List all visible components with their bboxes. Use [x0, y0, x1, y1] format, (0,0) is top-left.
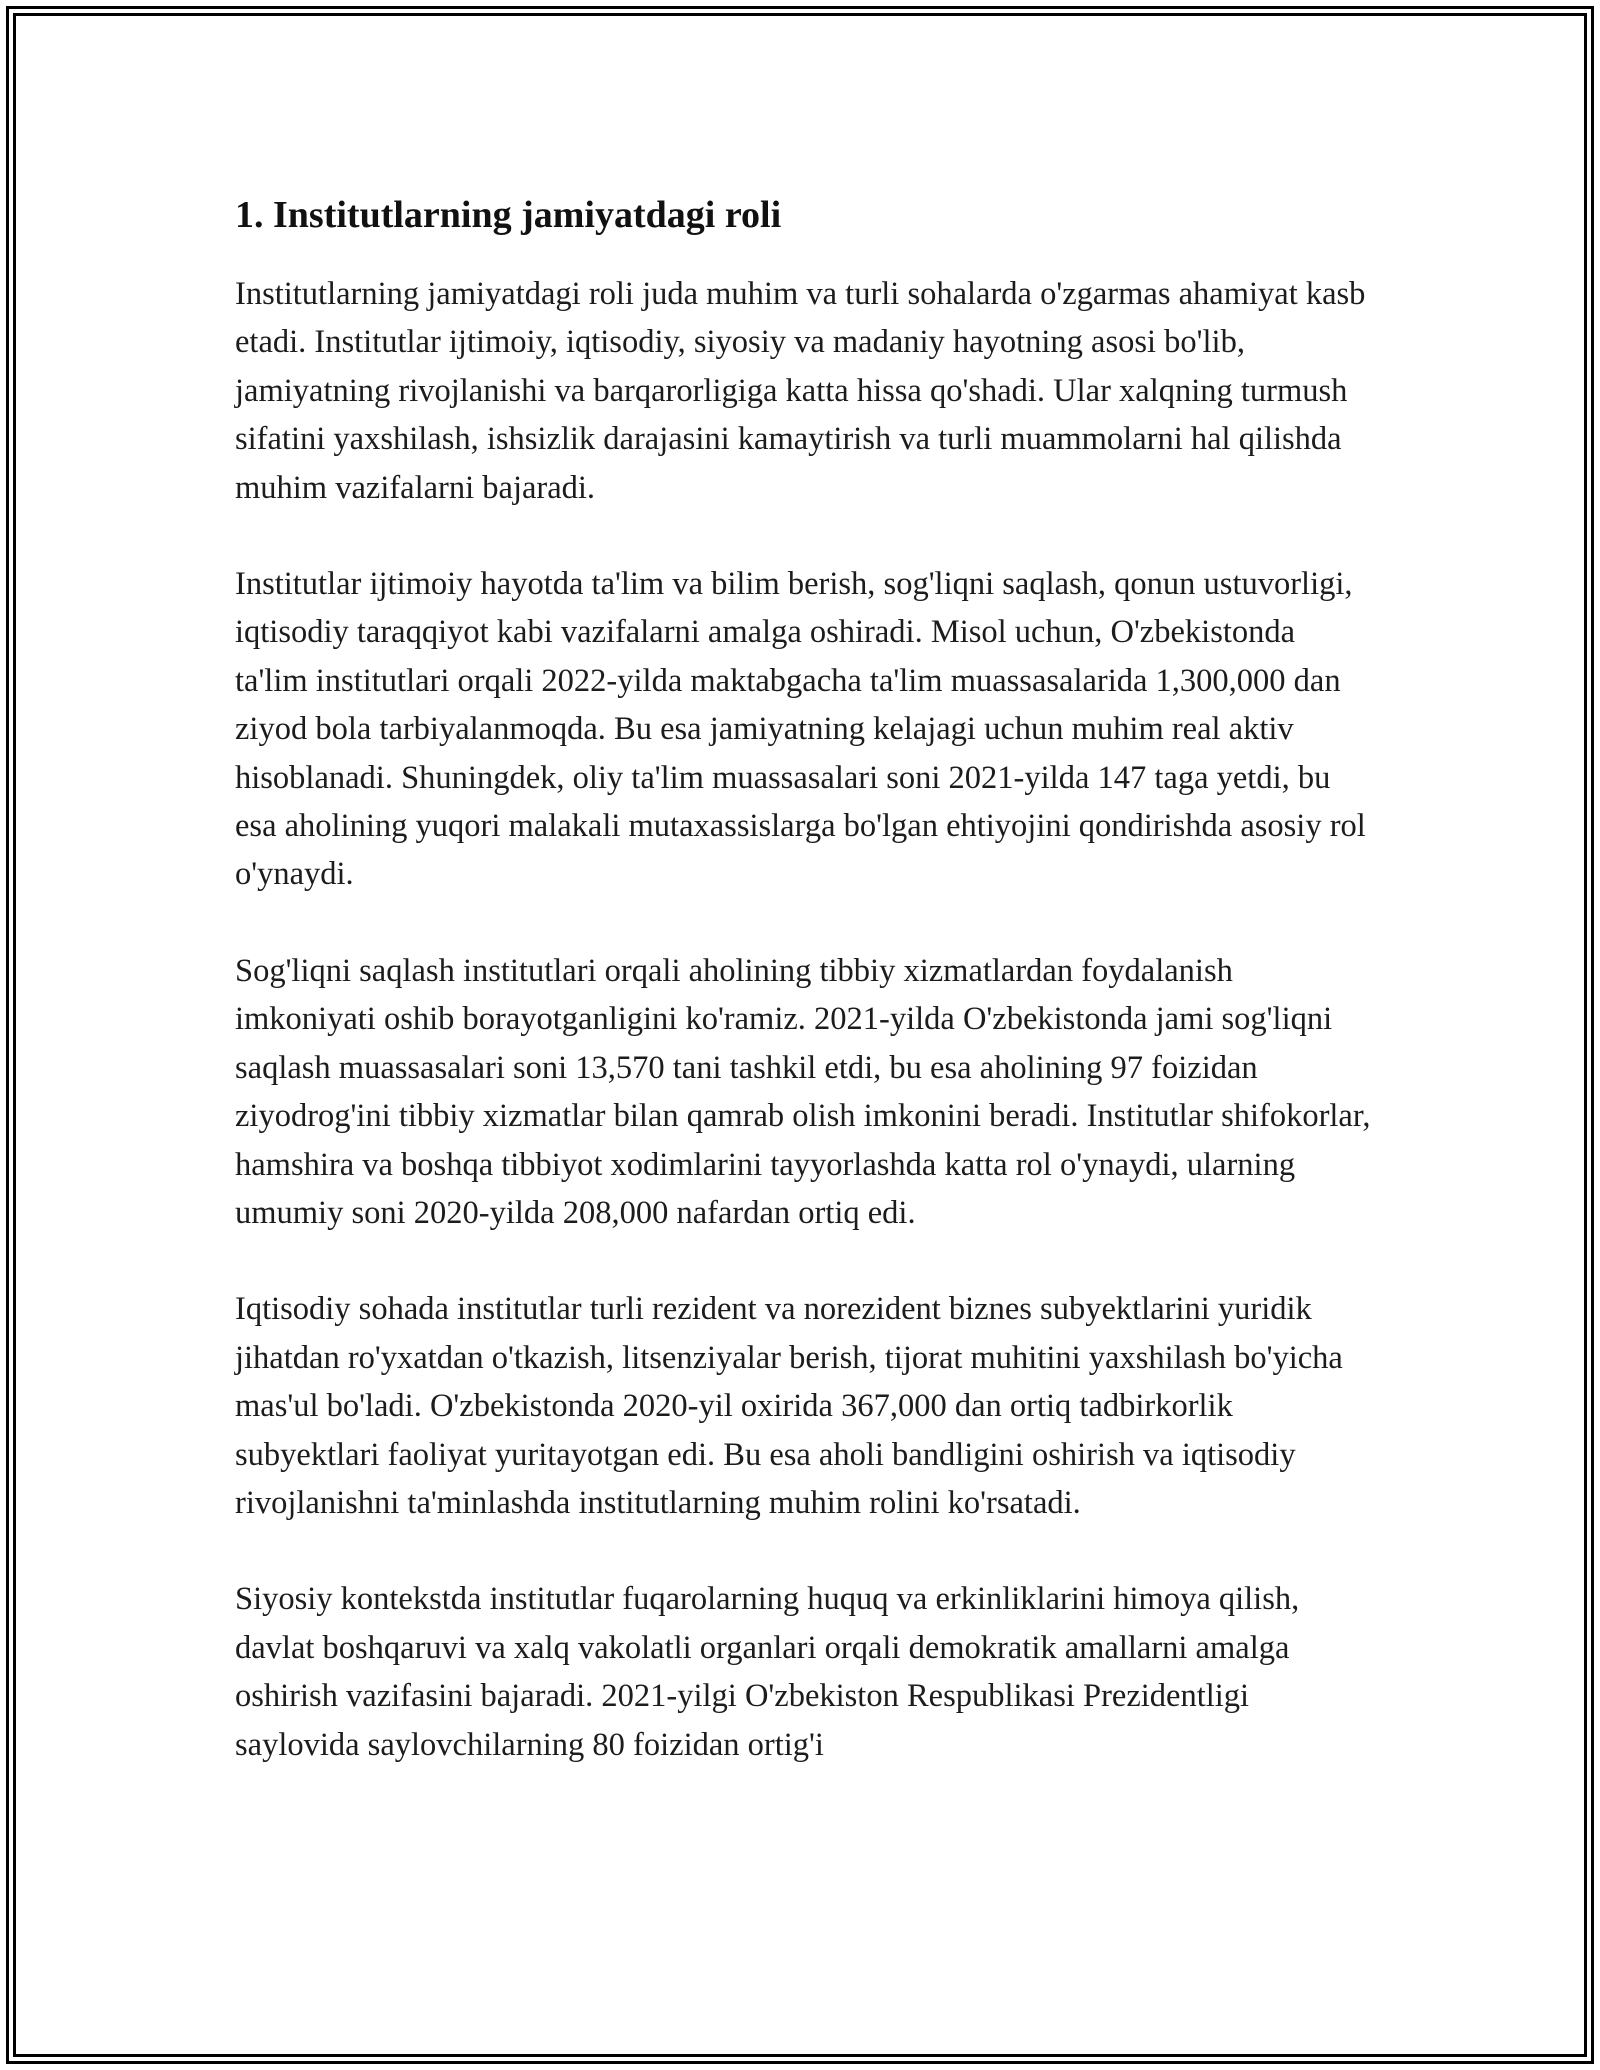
paragraph-healthcare: Sog'liqni saqlash institutlari orqali aholining tibbiy xizmatlardan foydalanish imkoniyati oshib borayotganligini ko'ramiz. 2021-yilda O'zbekistonda jami sog'liqni saqlash muassasalari soni 13,570 tani tashkil etdi, bu esa aholining 97 foizidan ziyodrog'ini tibbiy xizmatlar bilan qamrab olish imkonini beradi. Institutlar shifokorlar, hamshira va boshqa tibbiyot xodimlarini tayyorlashda katta rol o'ynaydi, ularning umumiy soni 2020-yilda 208,000 nafardan ortiq edi. — [235, 952, 1371, 1231]
paragraph-education: Institutlar ijtimoiy hayotda ta'lim va bilim berish, sog'liqni saqlash, qonun ustuvorligi, iqtisodiy taraqqiyot kabi vazifalarni amalga oshiradi. Misol uchun, O'zbekistonda ta'lim institutlari orqali 2022-yilda maktabgacha ta'lim muassasalarida 1,300,000 dan ziyod bola tarbiyalanmoqda. Bu esa jamiyatning kelajagi uchun muhim real aktiv hisoblanadi. Shuningdek, oliy ta'lim muassasalari soni 2021-yilda 147 taga yetdi, bu esa aholining yuqori malakali mutaxassislarga bo'lgan ehtiyojini qondirishda asosiy rol o'ynaydi. — [235, 566, 1366, 893]
document-body — [235, 180, 1375, 1769]
paragraph-politics: Siyosiy kontekstda institutlar fuqarolarning huquq va erkinliklarini himoya qilish, davlat boshqaruvi va xalq vakolatli organlari orqali demokratik amallarni amalga oshirish vazifasini bajaradi. 2021-yilgi O'zbekiston Respublikasi Prezidentligi saylovida saylovchilarning 80 foizidan ortig'i — [235, 1581, 1300, 1763]
paragraph-intro: Institutlarning jamiyatdagi roli juda muhim va turli sohalarda o'zgarmas ahamiyat kasb etadi. Institutlar ijtimoiy, iqtisodiy, siyosiy va madaniy hayotning asosi bo'lib, jamiyatning rivojlanishi va barqarorligiga katta hissa qo'shadi. Ular xalqning turmush sifatini yaxshilash, ishsizlik darajasini kamaytirish va turli muammolarni hal qilishda muhim vazifalarni bajaradi. — [235, 276, 1366, 506]
paragraph-economy: Iqtisodiy sohada institutlar turli rezident va norezident biznes subyektlarini yuridik jihatdan ro'yxatdan o'tkazish, litsenziyalar berish, tijorat muhitini yaxshilash bo'yicha mas'ul bo'ladi. O'zbekistonda 2020-yil oxirida 367,000 dan ortiq tadbirkorlik subyektlari faoliyat yuritayotgan edi. Bu esa aholi bandligini oshirish va iqtisodiy rivojlanishni ta'minlashda institutlarning muhim rolini ko'rsatadi. — [235, 1291, 1343, 1521]
section-heading: 1. Institutlarning jamiyatdagi roli — [235, 194, 782, 236]
